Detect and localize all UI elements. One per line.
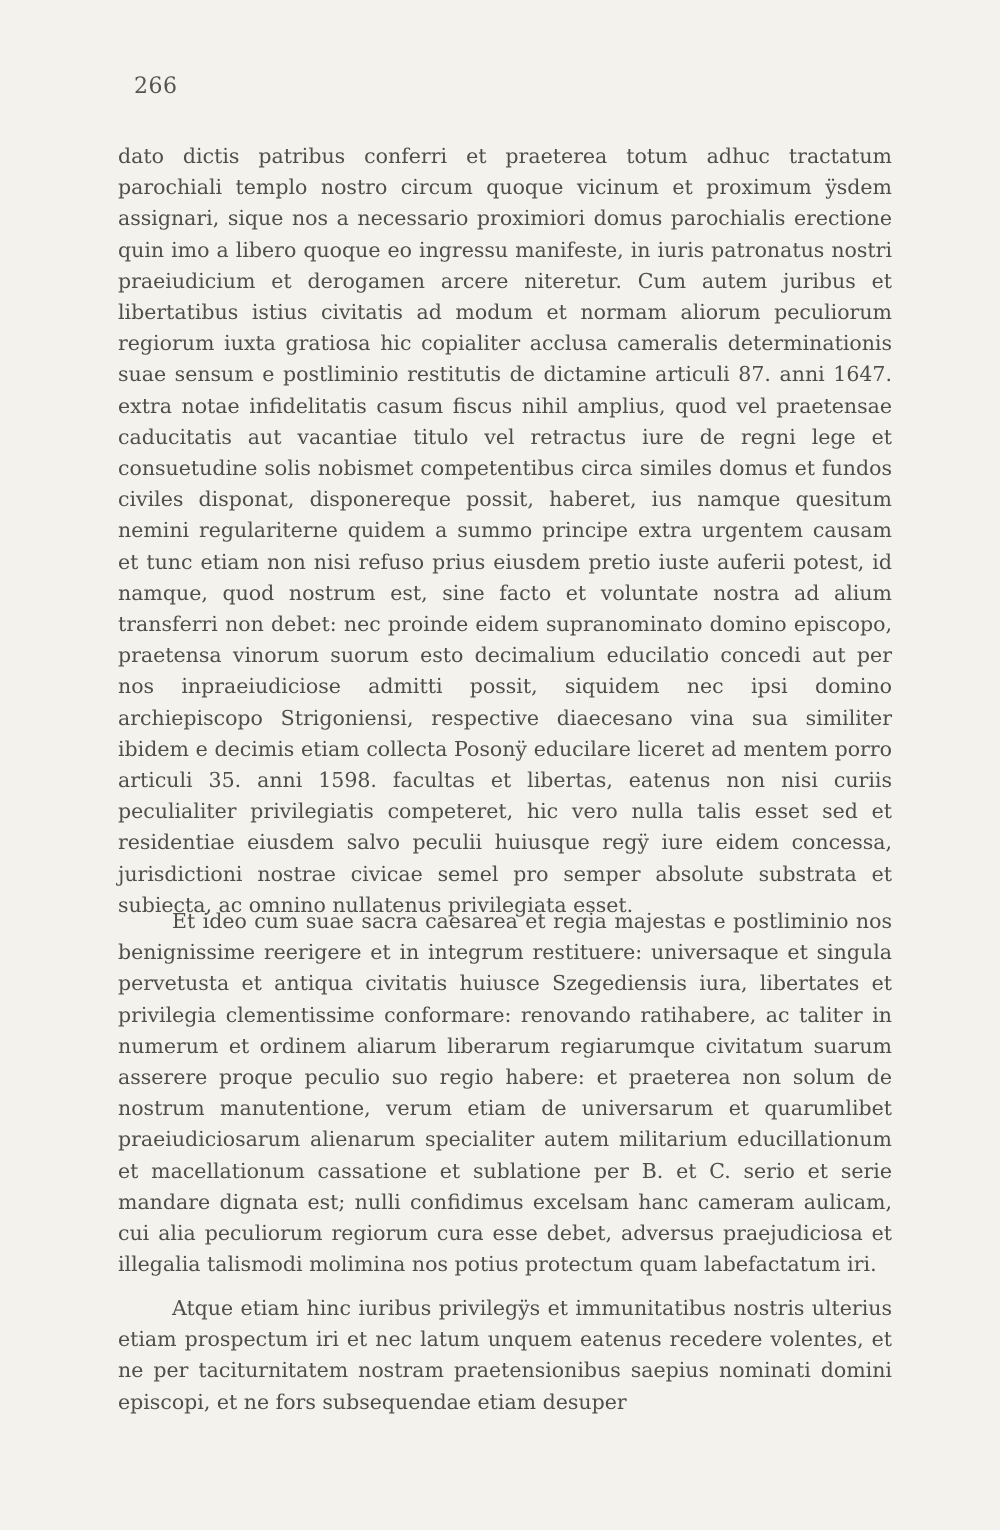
body-paragraph-1: dato dictis patribus conferri et praeterea totum adhuc tractatum parochiali templo nostro circum quoque vicinum et proximum ÿsdem assignari, sique nos a necessario proximiori domus parochialis erectione quin imo a libero quoque eo ingressu manifeste, in iuris patronatus nostri praeiudicium et derogamen arcere niteretur. Cum autem juribus et libertatibus istius civitatis ad modum et normam aliorum peculiorum regiorum iuxta gratiosa hic copialiter acclusa cameralis determinationis suae sensum e postliminio restitutis de dictamine articuli 87. anni 1647. extra notae infidelitatis casum fiscus nihil amplius, quod vel praetensae caducitatis aut vacantiae titulo vel retractus iure de regni lege et consuetudine solis nobismet competentibus circa similes domus et fundos civiles disponat, disponereque possit, haberet, ius namque quesitum nemini regulariterne quidem a summo principe extra urgentem causam et tunc etiam non nisi refuso prius eiusdem pretio iuste auferii potest, id namque, quod nostrum est, sine facto et voluntate nostra ad alium transferri non debet: nec proinde eidem supranominato domino episcopo, praetensa vinorum suorum esto decimalium educilatio concedi aut per nos inpraeiudiciose admitti possit, siquidem nec ipsi domino archiepiscopo Strigoniensi, respective diaecesano vina sua similiter ibidem e decimis etiam collecta Posonÿ educilare liceret ad mentem porro articuli 35. anni 1598. facultas et libertas, eatenus non nisi curiis peculialiter privilegiatis competeret, hic vero nulla talis esset sed et residentiae eiusdem salvo peculii huiusque regÿ iure eidem concessa, jurisdictioni nostrae civicae semel pro semper absolute substrata et subiecta, ac omnino nullatenus privilegiata esset. (118, 144, 892, 917)
page-number: 266 (134, 74, 178, 99)
body-paragraph-2: Et ideo cum suae sacra caesarea et regia majestas e postliminio nos benignissime reerigere et in integrum restituere: universaque et singula pervetusta et antiqua civitatis huiusce Szegediensis iura, libertates et privilegia clementissime conformare: renovando ratihabere, ac taliter in numerum et ordinem aliarum liberarum regiarumque civitatum suarum asserere proque peculio suo regio habere: et praeterea non solum de nostrum manutentione, verum etiam de universarum et quarumlibet praeiudiciosarum alienarum specialiter autem militarium educillationum et macellationum cassatione et sublatione per B. et C. serio et serie mandare dignata est; nulli confidimus excelsam hanc cameram aulicam, cui alia peculiorum regiorum cura esse debet, adversus praejudiciosa et illegalia talismodi molimina nos potius protectum quam labefactatum iri. (118, 909, 892, 1277)
body-paragraph-3: Atque etiam hinc iuribus privilegÿs et immunitatibus nostris ulterius etiam prospectum iri et nec latum unquem eatenus recedere volentes, et ne per taciturnitatem nostram praetensionibus saepius nominati domini episcopi, et ne fors subsequendae etiam desuper (118, 1296, 892, 1414)
